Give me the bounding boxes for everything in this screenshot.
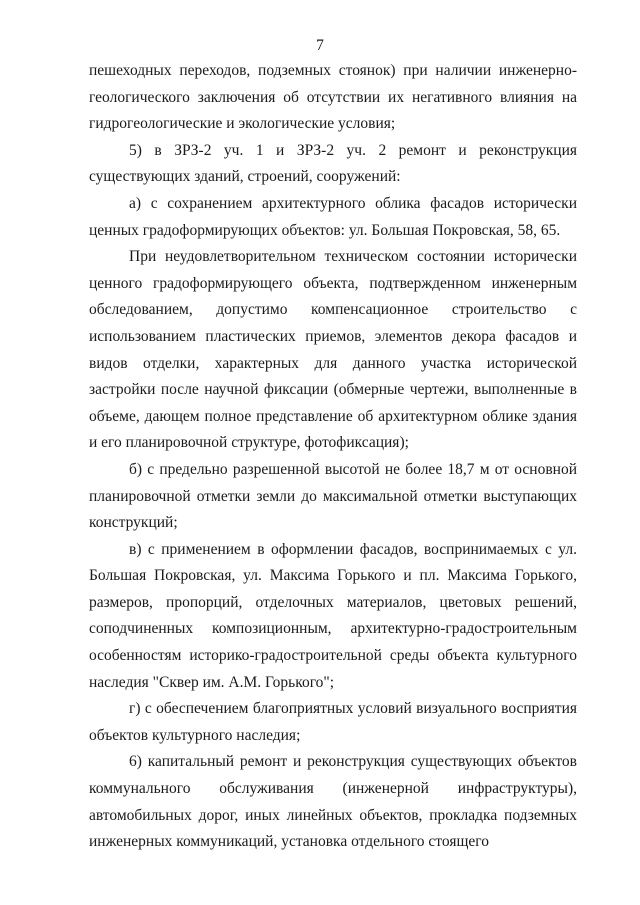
paragraph-subitem-a: а) с сохранением архитектурного облика фасадов исторически ценных градоформирующих объектов: ул. Большая Покровская, 58, 65.	[89, 194, 577, 239]
paragraph-item-6: 6) капитальный ремонт и реконструкция существующих объектов коммунального обслуживания (инженерной инфраструктуры), автомобильных дорог, иных линейных объектов, прокладка подземных инженерных коммуникаций, установка отдельного стоящего	[89, 753, 577, 851]
paragraph-item-5: 5) в ЗРЗ-2 уч. 1 и ЗРЗ-2 уч. 2 ремонт и реконструкция существующих зданий, строений, сооружений:	[89, 141, 577, 186]
paragraph-compensation: При неудовлетворительном техническом состоянии исторически ценного градоформирующего объекта, подтвержденном инженерным обследованием, допустимо компенсационное строительство с использованием пластических приемов, элементов декора фасадов и видов отделки, характерных для данного участка исторической застройки после научной фиксации (обмерные чертежи, выполненные в объеме, дающем полное представление об архитектурном облике здания и его планировочной структуре, фотофиксация);	[89, 248, 577, 452]
paragraph-continuation: пешеходных переходов, подземных стоянок) при наличии инженерно-геологического заключения об отсутствии их негативного влияния на гидрогеологические и экологические условия;	[89, 62, 577, 133]
paragraph-subitem-g: г) с обеспечением благоприятных условий визуального восприятия объектов культурного наследия;	[89, 700, 577, 744]
document-body	[89, 58, 577, 856]
page-number: 7	[316, 37, 324, 54]
paragraph-subitem-b: б) с предельно разрешенной высотой не более 18,7 м от основной планировочной отметки земли до максимальной отметки выступающих конструкций;	[89, 460, 577, 532]
paragraph-subitem-v: в) с применением в оформлении фасадов, воспринимаемых с ул. Большая Покровская, ул. Максима Горького и пл. Максима Горького, размеров, пропорций, отделочных материалов, цветовых решений, соподчиненных композиционным, архитектурно-градостроительным особенностям историко-градостроительной среды объекта культурного наследия "Сквер им. А.М. Горького";	[89, 540, 577, 691]
